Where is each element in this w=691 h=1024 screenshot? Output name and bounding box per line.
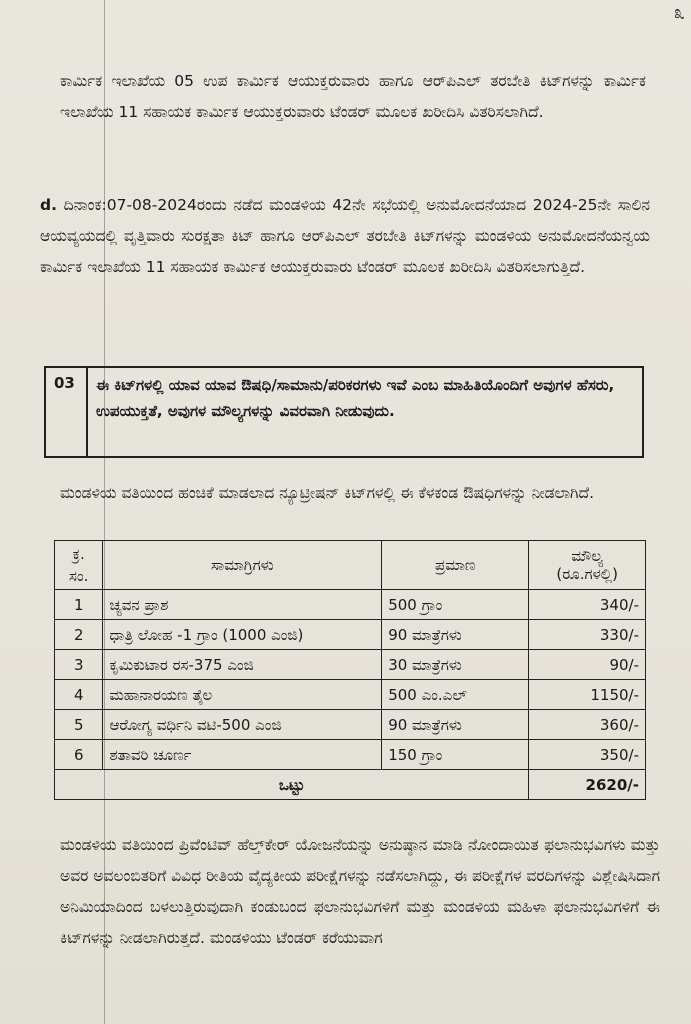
- header-sl-line1: ಕ್ರ.: [72, 545, 85, 563]
- question-box: [44, 366, 644, 458]
- paragraph-top: [60, 66, 646, 128]
- table-row: [55, 590, 646, 620]
- row-item: ಶತಾವರಿ ಚೂರ್ಣ: [103, 740, 382, 770]
- header-price-line2: (ರೂ.ಗಳಲ್ಲಿ): [556, 565, 618, 583]
- table-row: [55, 710, 646, 740]
- paragraph-top-text: ಕಾರ್ಮಿಕ ಇಲಾಖೆಯ 05 ಉಪ ಕಾರ್ಮಿಕ ಆಯುಕ್ತರುವಾರು ಹಾಗೂ ಆರ್‌ಪಿಎಲ್ ತರಬೇತಿ ಕಿಟ್‌ಗಳನ್ನು ಕಾರ್ಮಿಕ ಇಲಾಖೆಯ 11 ಸಹಾಯಕ ಕಾರ್ಮಿಕ ಆಯುಕ್ತರುವಾರು ಟೆಂಡರ್ ಮೂಲಕ ಖರೀದಿಸಿ ವಿತರಿಸಲಾಗಿದೆ.: [60, 72, 646, 121]
- row-item: ಧಾತ್ರಿ ಲೋಹ -1 ಗ್ರಾಂ (1000 ಎಂಜಿ): [103, 620, 382, 650]
- point-d: [40, 190, 650, 283]
- row-qty: 90 ಮಾತ್ರೆಗಳು: [382, 710, 529, 740]
- total-label: ಒಟ್ಟು: [55, 770, 529, 800]
- items-table: [54, 540, 646, 800]
- table-row: [55, 680, 646, 710]
- point-d-label: d.: [40, 196, 57, 214]
- row-item: ಚ್ಯವನ ಪ್ರಾಶ: [103, 590, 382, 620]
- row-sl: 2: [55, 620, 103, 650]
- row-price: 360/-: [529, 710, 646, 740]
- row-price: 90/-: [529, 650, 646, 680]
- row-price: 350/-: [529, 740, 646, 770]
- table-row: [55, 650, 646, 680]
- row-sl: 4: [55, 680, 103, 710]
- total-value: 2620/-: [529, 770, 646, 800]
- table-row: [55, 620, 646, 650]
- row-item: ಆರೋಗ್ಯ ವರ್ಧಿನಿ ವಟಿ-500 ಎಂಜಿ: [103, 710, 382, 740]
- row-sl: 3: [55, 650, 103, 680]
- table-total-row: [55, 770, 646, 800]
- row-price: 340/-: [529, 590, 646, 620]
- header-quantity: ಪ್ರಮಾಣ: [382, 541, 529, 590]
- header-price-line1: ಮೌಲ್ಯ: [571, 547, 603, 565]
- paragraph-bottom: [60, 830, 660, 954]
- row-qty: 500 ಎಂ.ಎಲ್: [382, 680, 529, 710]
- row-sl: 1: [55, 590, 103, 620]
- question-number: 03: [46, 368, 88, 456]
- header-items: ಸಾಮಾಗ್ರಿಗಳು: [103, 541, 382, 590]
- row-qty: 150 ಗ್ರಾಂ: [382, 740, 529, 770]
- intro-paragraph: [60, 478, 650, 509]
- header-sl-line2: ಸಂ.: [69, 567, 89, 585]
- intro-text: ಮಂಡಳಿಯ ವತಿಯಿಂದ ಹಂಚಿಕೆ ಮಾಡಲಾದ ನ್ಯೂಟ್ರೀಷನ್ ಕಿಟ್‌ಗಳಲ್ಲಿ ಈ ಕೆಳಕಂಡ ಔಷಧಿಗಳನ್ನು ನೀಡಲಾಗಿದೆ.: [60, 484, 595, 502]
- row-sl: 6: [55, 740, 103, 770]
- question-text: ಈ ಕಿಟ್‌ಗಳಲ್ಲಿ ಯಾವ ಯಾವ ಔಷಧಿ/ಸಾಮಾನು/ಪರಿಕರಗಳು ಇವೆ ಎಂಬ ಮಾಹಿತಿಯೊಂದಿಗೆ ಅವುಗಳ ಹೆಸರು, ಉಪಯುಕ್ತತೆ, ಅವುಗಳ ಮೌಲ್ಯಗಳನ್ನು ವಿವರವಾಗಿ ನೀಡುವುದು.: [96, 376, 615, 420]
- point-d-text: ದಿನಾಂಕ:07-08-2024ರಂದು ನಡೆದ ಮಂಡಳಿಯ 42ನೇ ಸಭೆಯಲ್ಲಿ ಅನುಮೋದನೆಯಾದ 2024-25ನೇ ಸಾಲಿನ ಆಯವ್ಯಯದಲ್ಲಿ ವೃತ್ತಿವಾರು ಸುರಕ್ಷತಾ ಕಿಟ್ ಹಾಗೂ ಆರ್‌ಪಿಎಲ್ ತರಬೇತಿ ಕಿಟ್‌ಗಳನ್ನು ಮಂಡಳಿಯ ಅನುಮೋದನೆಯನ್ವಯ ಕಾರ್ಮಿಕ ಇಲಾಖೆಯ 11 ಸಹಾಯಕ ಕಾರ್ಮಿಕ ಆಯುಕ್ತರುವಾರು ಟೆಂಡರ್ ಮೂಲಕ ಖರೀದಿಸಿ ವಿತರಿಸಲಾಗುತ್ತಿದೆ.: [40, 196, 650, 276]
- table-header-row: [55, 541, 646, 590]
- row-price: 330/-: [529, 620, 646, 650]
- row-qty: 90 ಮಾತ್ರೆಗಳು: [382, 620, 529, 650]
- page-number: ೩: [673, 0, 685, 24]
- row-price: 1150/-: [529, 680, 646, 710]
- header-sl: [55, 541, 103, 590]
- paragraph-bottom-text: ಮಂಡಳಿಯ ವತಿಯಿಂದ ಪ್ರಿವೆಂಟಿವ್ ಹೆಲ್ತ್‌ಕೇರ್ ಯೋಜನೆಯನ್ನು ಅನುಷ್ಠಾನ ಮಾಡಿ ನೋಂದಾಯಿತ ಫಲಾನುಭವಿಗಳು ಮತ್ತು ಅವರ ಅವಲಂಬಿತರಿಗೆ ವಿವಿಧ ರೀತಿಯ ವೈದ್ಯಕೀಯ ಪರೀಕ್ಷೆಗಳನ್ನು ನಡೆಸಲಾಗಿದ್ದು, ಈ ಪರೀಕ್ಷೆಗಳ ವರದಿಗಳನ್ನು ವಿಶ್ಲೇಷಿಸಿದಾಗ ಅನಿಮಿಯಾದಿಂದ ಬಳಲುತ್ತಿರುವುದಾಗಿ ಕಂಡುಬಂದ ಫಲಾನುಭವಿಗಳಿಗೆ ಮತ್ತು ಮಂಡಳಿಯ ಮಹಿಳಾ ಫಲಾನುಭವಿಗಳಿಗೆ ಈ ಕಿಟ್‌ಗಳನ್ನು ನೀಡಲಾಗಿರುತ್ತದೆ. ಮಂಡಳಿಯು ಟೆಂಡರ್ ಕರೆಯುವಾಗ: [60, 836, 660, 947]
- row-qty: 500 ಗ್ರಾಂ: [382, 590, 529, 620]
- row-item: ಮಹಾನಾರಯಣ ತೈಲ: [103, 680, 382, 710]
- row-qty: 30 ಮಾತ್ರೆಗಳು: [382, 650, 529, 680]
- table-row: [55, 740, 646, 770]
- row-sl: 5: [55, 710, 103, 740]
- row-item: ಕೃಮಿಕುಟಾರ ರಸ-375 ಎಂಜಿ: [103, 650, 382, 680]
- header-price: [529, 541, 646, 590]
